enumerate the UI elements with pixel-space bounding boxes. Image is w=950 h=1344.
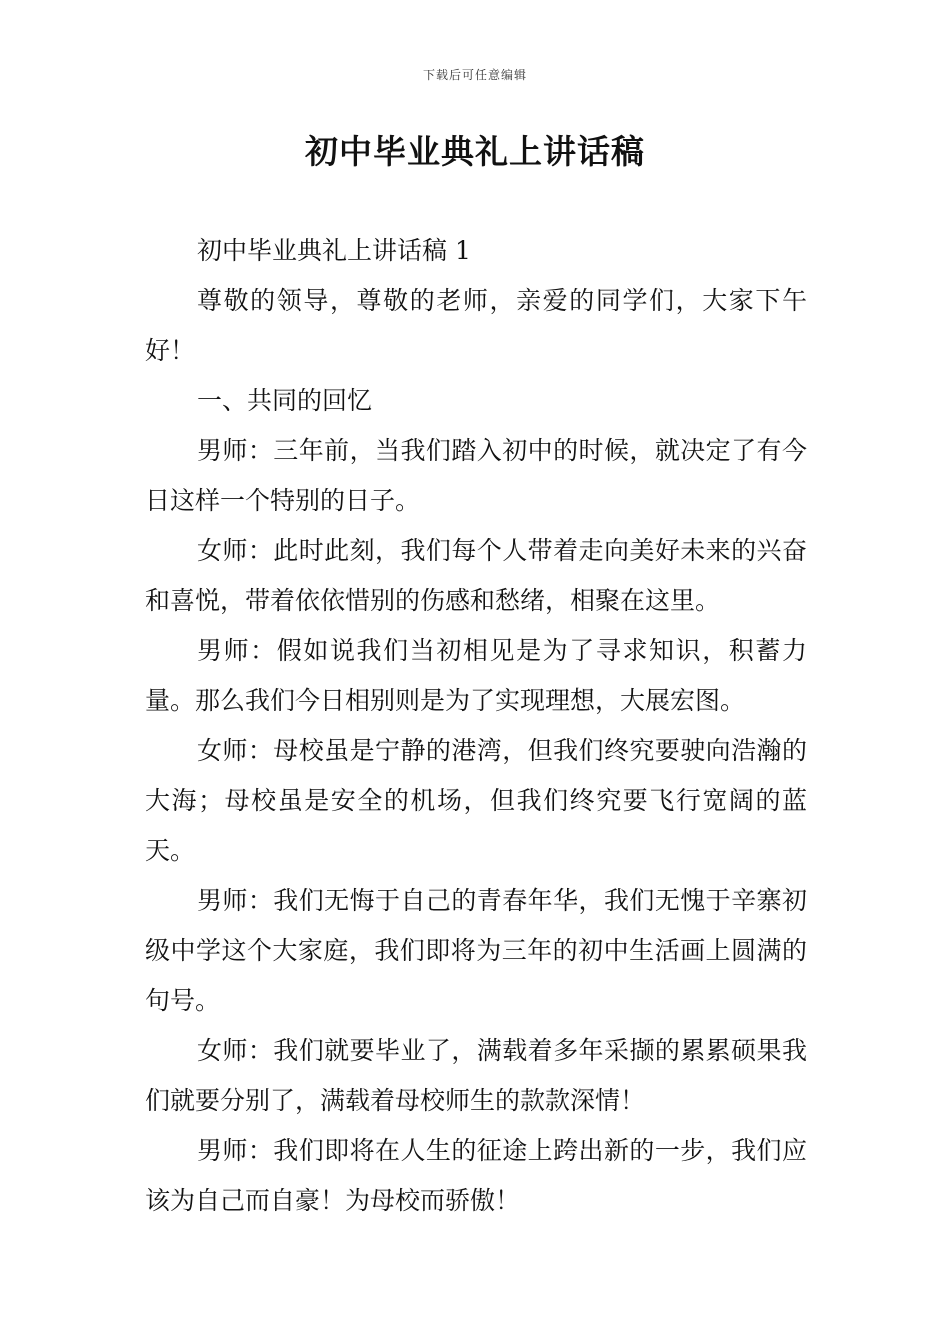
paragraph: 一、共同的回忆 (197, 386, 373, 415)
paragraph: 男师：我们即将在人生的征途上跨出新的一步，我们应该为自己而自豪！为母校而骄傲！ (145, 1136, 807, 1215)
paragraph: 女师：母校虽是宁静的港湾，但我们终究要驶向浩瀚的大海；母校虽是安全的机场，但我们终究要飞行宽阔的蓝天。 (145, 736, 807, 865)
document-title: 初中毕业典礼上讲话稿 (305, 132, 645, 171)
paragraph: 尊敬的领导，尊敬的老师，亲爱的同学们，大家下午好！ (145, 286, 807, 365)
header-note: 下载后可任意编辑 (422, 68, 527, 82)
paragraph: 男师：假如说我们当初相见是为了寻求知识，积蓄力量。那么我们今日相别则是为了实现理想，大展宏图。 (145, 636, 807, 715)
document-body (145, 226, 807, 1226)
paragraph: 初中毕业典礼上讲话稿 1 (197, 236, 471, 265)
paragraph: 女师：此时此刻，我们每个人带着走向美好未来的兴奋和喜悦，带着依依惜别的伤感和愁绪，相聚在这里。 (145, 536, 807, 615)
paragraph: 男师：三年前，当我们踏入初中的时候，就决定了有今日这样一个特别的日子。 (145, 436, 807, 515)
paragraph: 男师：我们无悔于自己的青春年华，我们无愧于辛寨初级中学这个大家庭，我们即将为三年的初中生活画上圆满的句号。 (145, 886, 807, 1015)
paragraph: 女师：我们就要毕业了，满载着多年采撷的累累硕果我们就要分别了，满载着母校师生的款款深情！ (145, 1036, 807, 1115)
